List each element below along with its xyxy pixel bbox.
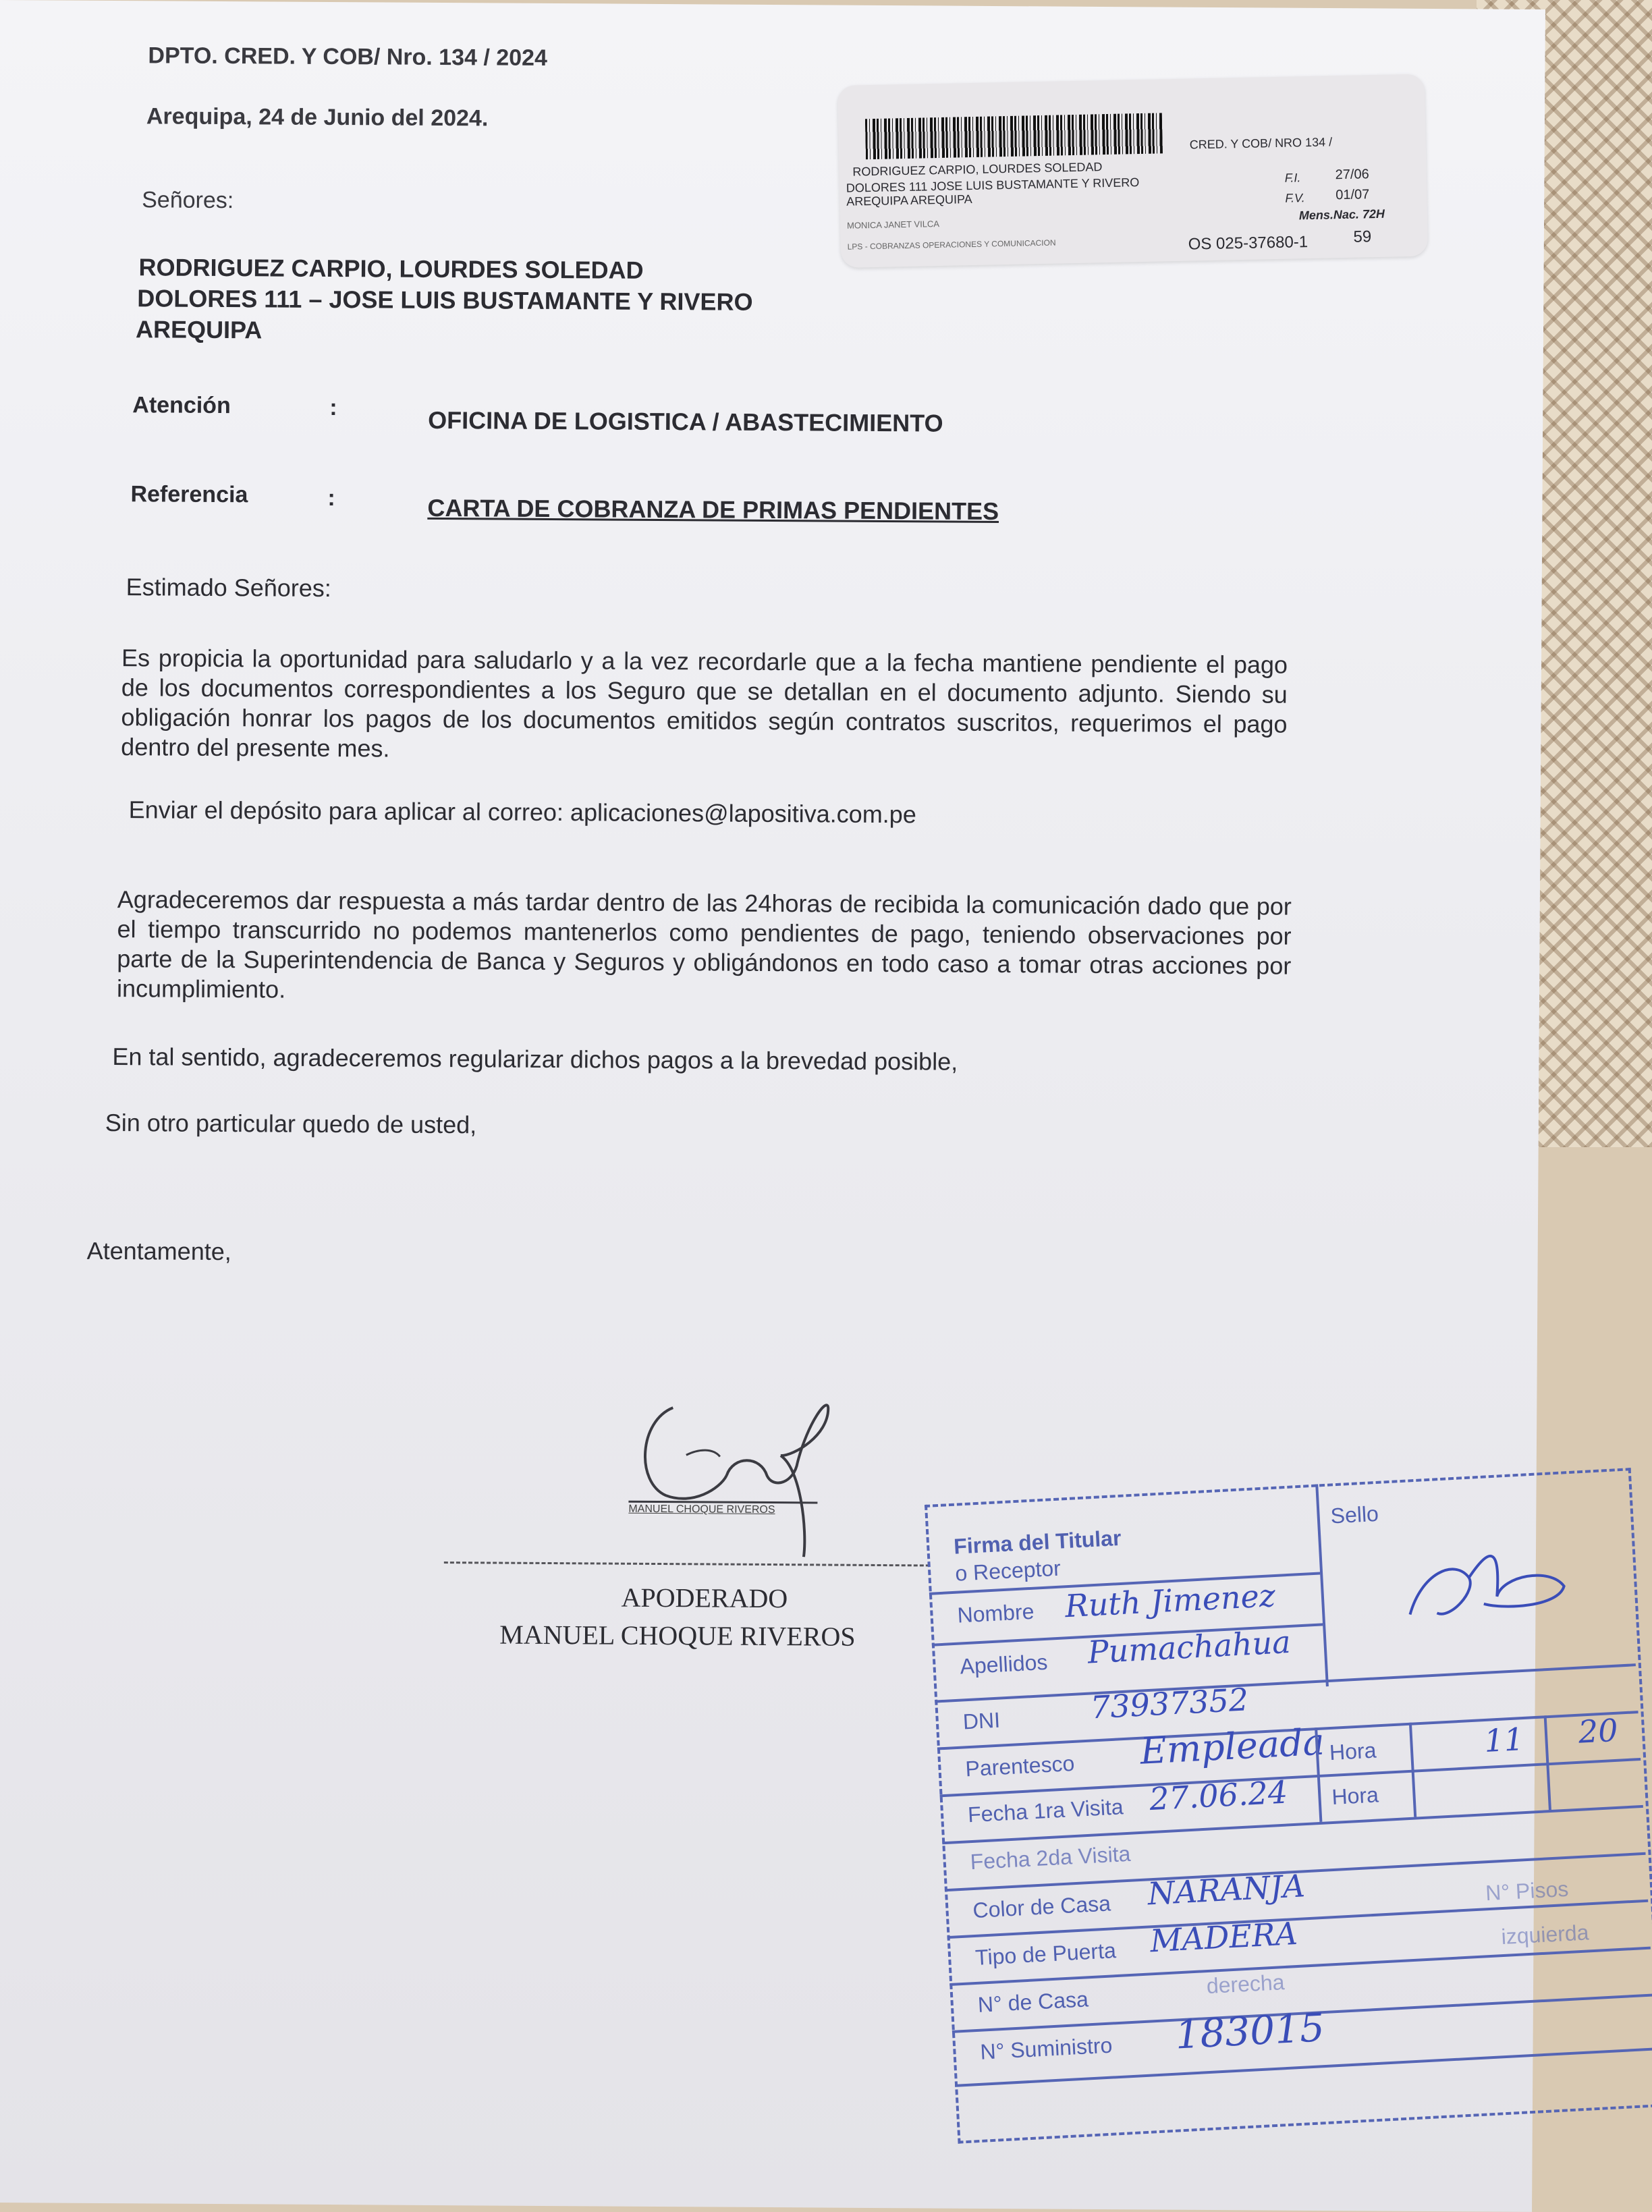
reference-number: DPTO. CRED. Y COB/ Nro. 134 / 2024 [148, 43, 548, 71]
color-casa-value: NARANJA [1147, 1867, 1306, 1912]
label-cred-ref: CRED. Y COB/ NRO 134 / [1189, 135, 1333, 152]
recipient-address: DOLORES 111 – JOSE LUIS BUSTAMANTE Y RIVERO [137, 284, 753, 316]
attention-colon: : [329, 394, 337, 421]
color-casa-label: Color de Casa [972, 1891, 1111, 1923]
suministro-label: N° Suministro [979, 2033, 1113, 2064]
paragraph-1: Es propicia la oportunidad para saludarlo y a la vez recordarle que a la fecha mantiene pendiente el pago de los documentos correspondientes a los Seguro que se detallan en el documento adjunto. Siendo su obligación honrar los pagos de los documentos emitidos según contratos suscritos, requerimos el pago dentro del presente mes. [121, 644, 1288, 763]
signature-line [444, 1561, 930, 1566]
label-os-number: OS 025-37680-1 [1188, 233, 1309, 254]
fecha1-value: 27.06.24 [1148, 1773, 1289, 1818]
closing: Atentamente, [86, 1236, 231, 1266]
courier-label [837, 74, 1428, 268]
deposit-instruction: Enviar el depósito para aplicar al correo: aplicaciones@lapositiva.com.pe [128, 796, 916, 829]
nombre-label: Nombre [956, 1599, 1035, 1628]
n-casa-label: N° de Casa [976, 1987, 1089, 2017]
signatory-title: APODERADO [621, 1582, 788, 1614]
paragraph-2: Agradeceremos dar respuesta a más tardar dentro de las 24horas de recibida la comunicación dado que por el tiempo transcurrido no podemos mantenerlos como pendientes de pago, teniendo observaciones por parte de la Superintendencia de Banca y Seguros y obligándonos en todo caso a tomar otras acciones por incumplimiento. [116, 885, 1292, 1003]
sello-label: Sello [1329, 1501, 1379, 1528]
signature-image [625, 1381, 856, 1557]
hora-value-1: 11 [1483, 1721, 1525, 1760]
letter-date: Arequipa, 24 de Junio del 2024. [146, 103, 489, 132]
attention-value: OFICINA DE LOGISTICA / ABASTECIMIENTO [428, 406, 943, 437]
label-fi-label: F.I. [1284, 171, 1301, 185]
reference-label: Referencia [130, 481, 248, 508]
fecha1-label: Fecha 1ra Visita [967, 1794, 1124, 1827]
reference-colon: : [327, 485, 335, 511]
paragraph-3: En tal sentido, agradeceremos regularizar dichos pagos a la brevedad posible, [112, 1043, 958, 1076]
label-service: Mens.Nac. 72H [1298, 206, 1385, 223]
paragraph-4: Sin otro particular quedo de usted, [105, 1108, 477, 1139]
signature-stamp-text: MANUEL CHOQUE RIVEROS [628, 1503, 775, 1516]
label-department: LPS - COBRANZAS OPERACIONES Y COMUNICACION [847, 238, 1056, 252]
nombre-value: Ruth Jimenez [1064, 1577, 1277, 1625]
parentesco-value: Empleada [1138, 1720, 1326, 1773]
hora-value-2: 20 [1577, 1711, 1619, 1750]
label-recipient-name: RODRIGUEZ CARPIO, LOURDES SOLEDAD [852, 160, 1103, 179]
label-address-2: AREQUIPA AREQUIPA [846, 192, 972, 209]
apellidos-value: Pumachahua [1086, 1623, 1292, 1671]
reference-value: CARTA DE COBRANZA DE PRIMAS PENDIENTES [427, 493, 999, 526]
firma-label-1: Firma del Titular [953, 1525, 1122, 1559]
receipt-stamp [925, 1468, 1652, 2152]
recipient-city: AREQUIPA [135, 315, 263, 344]
label-fi-value: 27/06 [1335, 167, 1369, 183]
label-address-1: DOLORES 111 JOSE LUIS BUSTAMANTE Y RIVERO [846, 175, 1140, 195]
label-contact: MONICA JANET VILCA [846, 219, 940, 231]
pisos-label: N° Pisos [1485, 1876, 1570, 1906]
label-count: 59 [1353, 227, 1372, 246]
tipo-puerta-value: MADERA [1149, 1914, 1299, 1960]
firma-label-2: o Receptor [954, 1555, 1062, 1586]
label-fv-value: 01/07 [1336, 187, 1370, 203]
apellidos-label: Apellidos [959, 1649, 1049, 1679]
salutation: Señores: [142, 187, 234, 214]
tipo-puerta-label: Tipo de Puerta [974, 1938, 1117, 1970]
barcode [865, 113, 1163, 159]
signatory-name: MANUEL CHOQUE RIVEROS [499, 1619, 856, 1652]
recipient-name: RODRIGUEZ CARPIO, LOURDES SOLEDAD [138, 253, 644, 284]
attention-label: Atención [132, 392, 231, 419]
dni-value: 73937352 [1089, 1681, 1250, 1726]
label-fv-label: F.V. [1285, 191, 1305, 205]
derecha-label: derecha [1205, 1970, 1286, 1999]
greeting: Estimado Señores: [126, 573, 331, 603]
hora-label: Hora [1329, 1738, 1377, 1765]
suministro-value: 183015 [1174, 2004, 1326, 2058]
hora2-label: Hora [1331, 1782, 1379, 1809]
dni-label: DNI [962, 1707, 1001, 1734]
fecha2-label: Fecha 2da Visita [969, 1841, 1132, 1875]
parentesco-label: Parentesco [964, 1750, 1076, 1781]
izquierda-label: izquierda [1500, 1920, 1590, 1950]
sello-signature [1393, 1531, 1587, 1649]
